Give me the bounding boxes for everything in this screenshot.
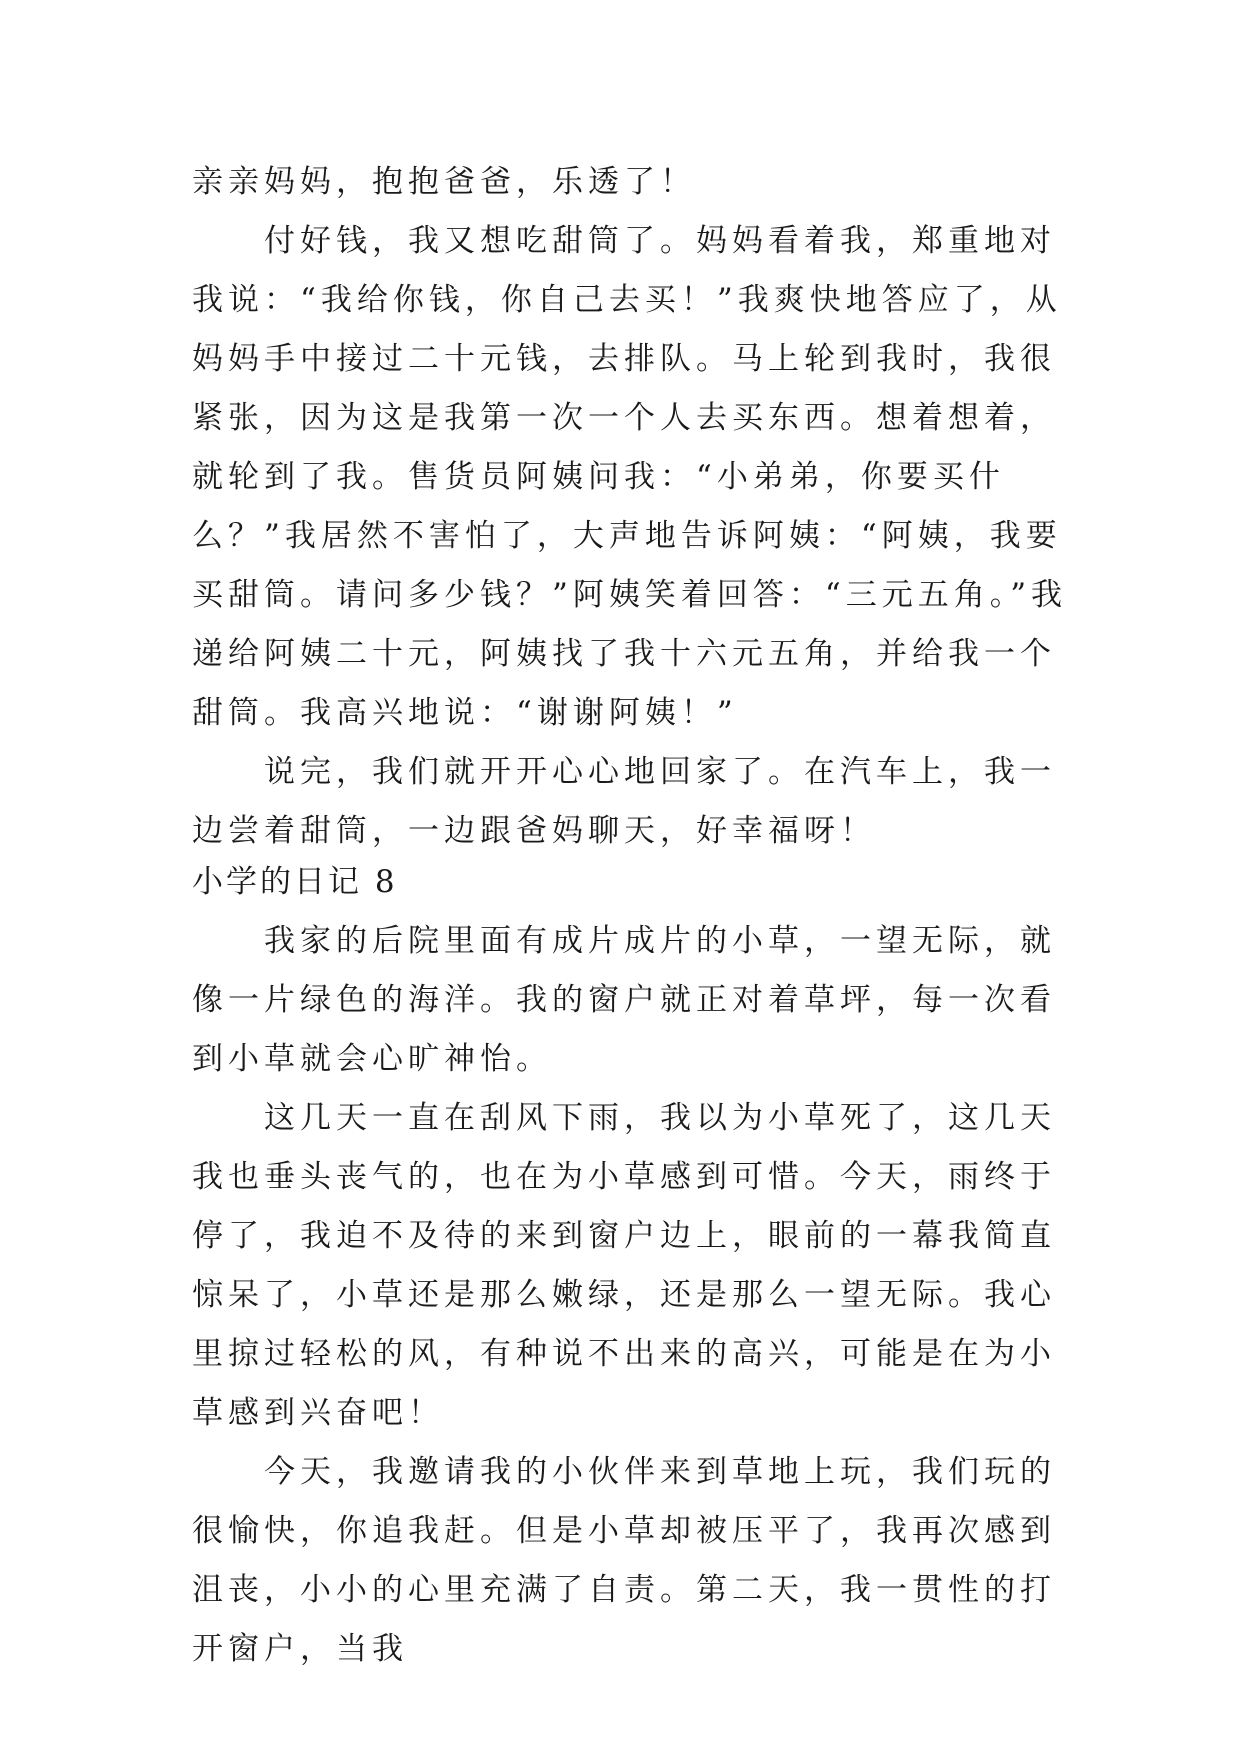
diary-8-section — [192, 912, 1072, 1679]
diary-title: 小学的日记 8 — [192, 864, 398, 900]
previous-diary-section — [192, 153, 1072, 861]
body-paragraph: 说完，我们就开开心心地回家了。在汽车上，我一边尝着甜筒，一边跟爸妈聊天，好幸福呀！ — [192, 754, 1056, 849]
body-paragraph: 我家的后院里面有成片成片的小草，一望无际，就像一片绿色的海洋。我的窗户就正对着草坪，每一次看到小草就会心旷神怡。 — [192, 923, 1056, 1077]
body-paragraph: 付好钱，我又想吃甜筒了。妈妈看着我，郑重地对我说：“我给你钱，你自己去买！”我爽快地答应了，从妈妈手中接过二十元钱，去排队。马上轮到我时，我很紧张，因为这是我第一次一个人去买东西。想着想着，就轮到了我。售货员阿姨问我：“小弟弟，你要买什么？”我居然不害怕了，大声地告诉阿姨：“阿姨，我要买甜筒。请问多少钱？”阿姨笑着回答：“三元五角。”我递给阿姨二十元，阿姨找了我十六元五角，并给我一个甜筒。我高兴地说：“谢谢阿姨！” — [192, 223, 1068, 731]
body-paragraph: 今天，我邀请我的小伙伴来到草地上玩，我们玩的很愉快，你追我赶。但是小草却被压平了，我再次感到沮丧，小小的心里充满了自责。第二天，我一贯性的打开窗户，当我 — [192, 1454, 1056, 1667]
continuation-paragraph: 亲亲妈妈，抱抱爸爸，乐透了！ — [192, 164, 696, 200]
body-paragraph: 这几天一直在刮风下雨，我以为小草死了，这几天我也垂头丧气的，也在为小草感到可惜。今天，雨终于停了，我迫不及待的来到窗户边上，眼前的一幕我简直惊呆了，小草还是那么嫩绿，还是那么一望无际。我心里掠过轻松的风，有种说不出来的高兴，可能是在为小草感到兴奋吧！ — [192, 1100, 1056, 1431]
